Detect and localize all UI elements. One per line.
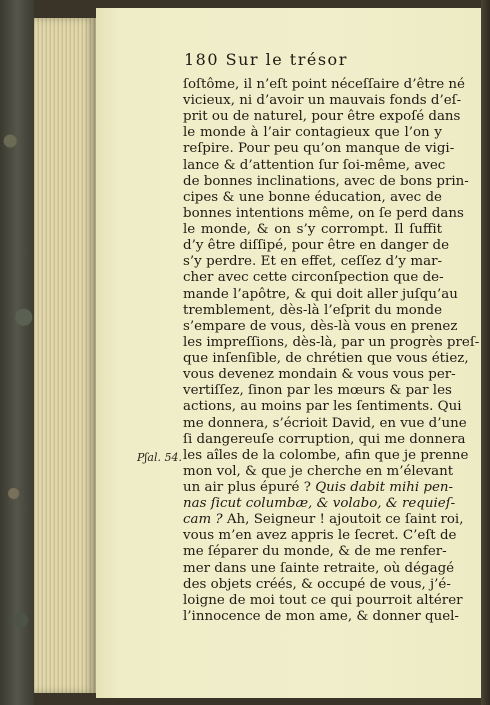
text-line: vicieux, ni d’avoir un mauvais fonds d’eſ- xyxy=(183,93,462,109)
text-line: l’innocence de mon ame, & donner quel- xyxy=(183,608,459,624)
text-line: mon vol, & que je cherche en m’élevant xyxy=(183,463,454,479)
text-line: des objets créés, & occupé de vous, j’é- xyxy=(183,576,451,592)
text-line: mer dans une ſainte retraite, où dégagé xyxy=(183,560,455,576)
text-line: que inſenſible, de chrétien que vous étiez, xyxy=(183,351,469,367)
text-line: bonnes intentions même, on ſe perd dans xyxy=(183,205,464,221)
text-line: un air plus épuré ? Quis dabit mihi pen- xyxy=(183,480,454,495)
text-line: d’y être diſſipé, pour être en danger de xyxy=(183,238,450,254)
text-line: s’y perdre. Et en effet, ceſſez d’y mar- xyxy=(183,254,442,270)
text-line: vous devenez mondain & vous vous per- xyxy=(183,367,456,383)
text-line: les aîles de la colombe, afin que je prenne xyxy=(183,447,469,463)
text-line: les impreſſions, dès-là, par un progrès preſ- xyxy=(183,334,480,350)
text-line: vous m’en avez appris le ſecret. C’eſt de xyxy=(183,528,457,544)
text-line: me donnera, s’écrioit David, en vue d’une xyxy=(183,415,467,431)
text-line: de bonnes inclinations, avec de bons prin- xyxy=(183,173,469,189)
text-line: prit ou de naturel, pour être expoſé dans xyxy=(183,109,461,125)
text-line: mande l’apôtre, & qui doit aller juſqu’au xyxy=(183,286,458,302)
text-line: ſi dangereuſe corruption, qui me donnera xyxy=(183,431,466,447)
text-line: cher avec cette circonſpection que de- xyxy=(183,270,444,286)
text-line: lance & d’attention ſur ſoi-même, avec xyxy=(183,157,446,173)
margin-reference: Pʃal. 54. xyxy=(137,451,182,464)
text-line: le monde, & on s’y corrompt. Il ſuffit xyxy=(183,222,442,238)
text-line: reſpire. Pour peu qu’on manque de vigi- xyxy=(183,141,455,157)
text-line: actions, au moins par les ſentiments. Qui xyxy=(183,399,462,415)
text-line: cam ? Ah, Seigneur ! ajoutoit ce ſaint roi, xyxy=(183,512,464,528)
text-line: s’empare de vous, dès-là vous en prenez xyxy=(183,318,458,334)
text-line: vertiſſez, ſinon par les mœurs & par les xyxy=(183,383,452,399)
text-line: ſoſtôme, il n’eſt point néceſſaire d’être né xyxy=(183,77,465,92)
text-line: loigne de moi tout ce qui pourroit altérer xyxy=(183,592,463,608)
text-line: me ſéparer du monde, & de me renfer- xyxy=(183,544,447,560)
text-line: tremblement, dès-là l’eſprit du monde xyxy=(183,302,442,318)
text-line: le monde à l’air contagieux que l’on y xyxy=(183,125,442,141)
text-line: nas ſicut columbæ, & volabo, & requieſ- xyxy=(183,496,456,512)
running-header: 180 Sur le trésor xyxy=(184,50,348,69)
text-line: cipes & une bonne éducation, avec de xyxy=(183,189,442,205)
